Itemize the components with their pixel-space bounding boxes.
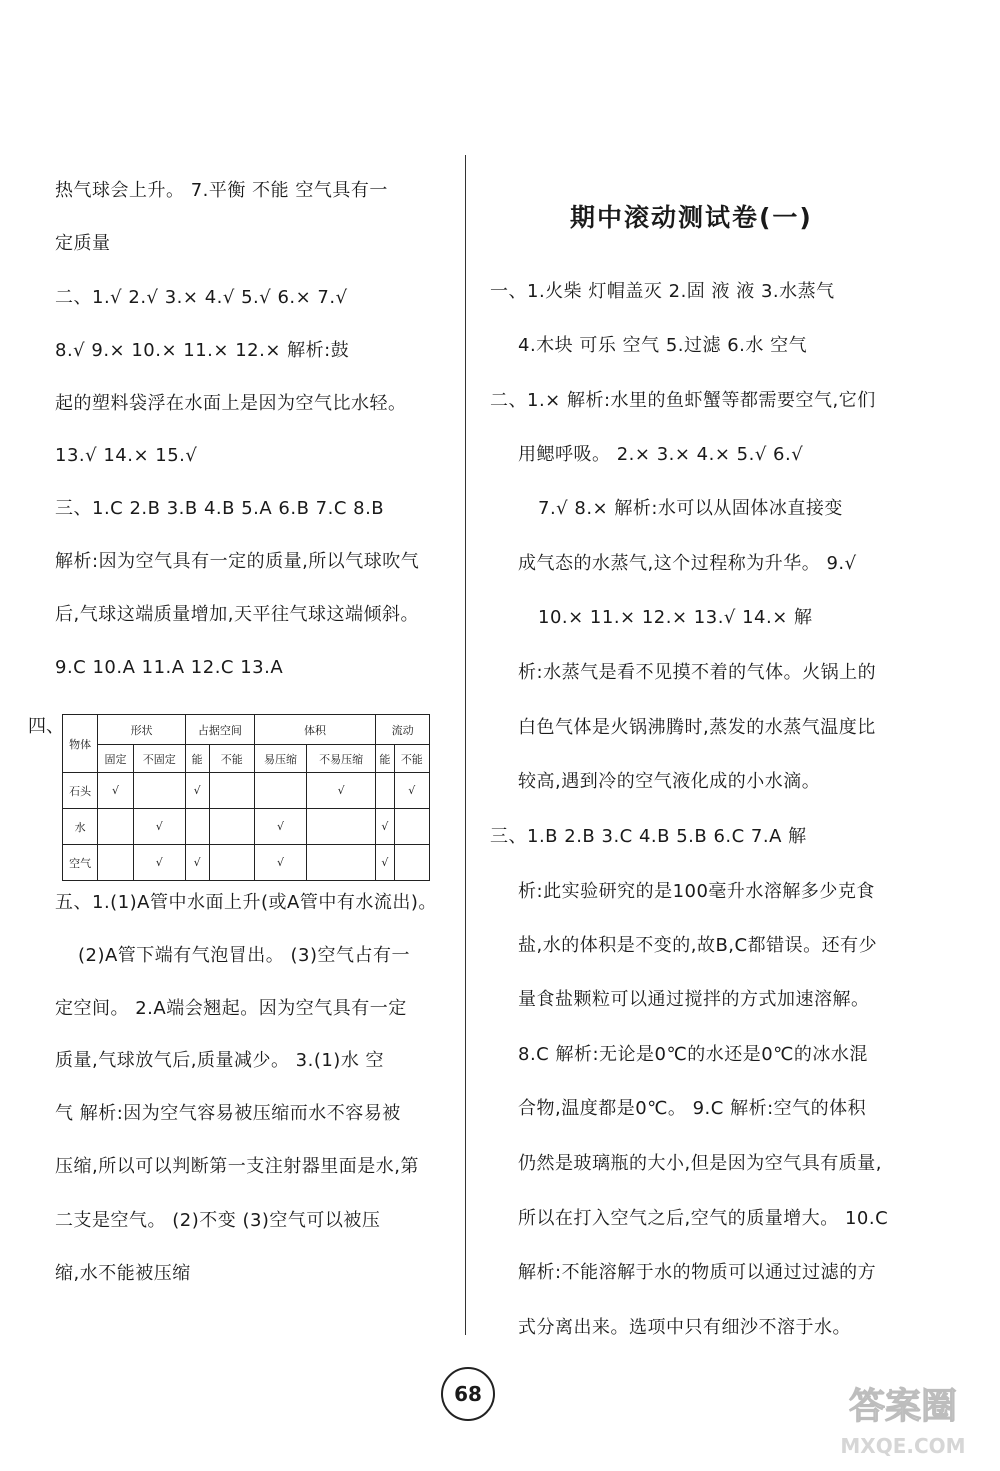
- table-subheader: 不能: [209, 745, 254, 773]
- table-cell: √: [376, 809, 394, 845]
- answer-line: 7.√ 8.× 解析:水可以从固体冰直接变: [538, 498, 843, 519]
- answer-line: 后,气球这端质量增加,天平往气球这端倾斜。: [55, 604, 419, 625]
- answer-line: 三、1.B 2.B 3.C 4.B 5.B 6.C 7.A 解: [490, 826, 807, 847]
- table-subheader: 不固定: [133, 745, 185, 773]
- table-subheader: 能: [376, 745, 394, 773]
- answer-line: 9.C 10.A 11.A 12.C 13.A: [55, 657, 284, 678]
- table-cell: [254, 773, 306, 809]
- table-cell: [394, 809, 429, 845]
- answer-line: 起的塑料袋浮在水面上是因为空气比水轻。: [55, 393, 407, 414]
- answer-line: 10.× 11.× 12.× 13.√ 14.× 解: [538, 607, 813, 628]
- table-cell: [307, 845, 376, 881]
- watermark-logo-text: 答案圈: [848, 1386, 958, 1427]
- answer-line: 析:水蒸气是看不见摸不着的气体。火锅上的: [518, 662, 877, 683]
- table-group-header: 流动: [376, 715, 430, 745]
- watermark-url: MXQE.COM: [840, 1434, 966, 1458]
- table-subheader: 能: [185, 745, 209, 773]
- table-cell: √: [133, 809, 185, 845]
- properties-table: [62, 714, 430, 881]
- answer-line: 析:此实验研究的是100毫升水溶解多少克食: [518, 881, 875, 902]
- table-cell: √: [185, 845, 209, 881]
- table-subheader: 易压缩: [254, 745, 306, 773]
- watermark-logo: [818, 1368, 988, 1463]
- table-cell: [376, 773, 394, 809]
- table-cell: [209, 773, 254, 809]
- table-cell: √: [98, 773, 133, 809]
- section-label-four: 四、: [28, 716, 64, 737]
- table-cell: √: [185, 773, 209, 809]
- answer-line: 成气态的水蒸气,这个过程称为升华。 9.√: [518, 553, 857, 574]
- table-group-header: 形状: [98, 715, 186, 745]
- answer-line: 二支是空气。 (2)不变 (3)空气可以被压: [55, 1210, 381, 1231]
- table-cell: [307, 809, 376, 845]
- table-cell: [394, 845, 429, 881]
- answer-line: 式分离出来。选项中只有细沙不溶于水。: [518, 1317, 851, 1338]
- answer-line: 二、1.√ 2.√ 3.× 4.√ 5.√ 6.× 7.√: [55, 287, 348, 308]
- table-cell: [98, 809, 133, 845]
- row-label: 石头: [63, 773, 98, 809]
- answer-line: 盐,水的体积是不变的,故B,C都错误。还有少: [518, 935, 878, 956]
- answer-line: 压缩,所以可以判断第一支注射器里面是水,第: [55, 1156, 419, 1177]
- answer-line: 质量,气球放气后,质量减少。 3.(1)水 空: [55, 1050, 385, 1071]
- answer-line: 三、1.C 2.B 3.B 4.B 5.A 6.B 7.C 8.B: [55, 498, 385, 519]
- table-cell: √: [254, 845, 306, 881]
- answer-line: 一、1.火柴 灯帽盖灭 2.固 液 液 3.水蒸气: [490, 281, 835, 302]
- answer-line: 定质量: [55, 233, 111, 254]
- table-subheader: 不能: [394, 745, 429, 773]
- table-cell: [209, 845, 254, 881]
- answer-line: 用鳃呼吸。 2.× 3.× 4.× 5.√ 6.√: [518, 444, 804, 465]
- table-row: [63, 773, 430, 809]
- answer-line: 合物,温度都是0℃。 9.C 解析:空气的体积: [518, 1098, 867, 1119]
- answer-line: (2)A管下端有气泡冒出。 (3)空气占有一: [78, 945, 411, 966]
- answer-line: 解析:因为空气具有一定的质量,所以气球吹气: [55, 551, 420, 572]
- table-group-header: 占据空间: [185, 715, 254, 745]
- table-corner-cell: 物体: [63, 715, 98, 773]
- table-cell: [98, 845, 133, 881]
- answer-line: 所以在打入空气之后,空气的质量增大。 10.C: [518, 1208, 889, 1229]
- table-subheader: 不易压缩: [307, 745, 376, 773]
- answer-line: 气 解析:因为空气容易被压缩而水不容易被: [55, 1103, 401, 1124]
- table-row: [63, 845, 430, 881]
- answer-line: 缩,水不能被压缩: [55, 1263, 191, 1284]
- row-label: 水: [63, 809, 98, 845]
- section-title: 期中滚动测试卷(一): [570, 203, 813, 232]
- answer-line: 白色气体是火锅沸腾时,蒸发的水蒸气温度比: [518, 717, 876, 738]
- table-row: [63, 809, 430, 845]
- answer-line: 解析:不能溶解于水的物质可以通过过滤的方: [518, 1262, 877, 1283]
- table-cell: √: [133, 845, 185, 881]
- table-cell: √: [394, 773, 429, 809]
- table-cell: √: [307, 773, 376, 809]
- table-cell: [185, 809, 209, 845]
- table-group-header: 体积: [254, 715, 375, 745]
- answer-line: 较高,遇到冷的空气液化成的小水滴。: [518, 771, 821, 792]
- page-number: 68: [441, 1367, 495, 1421]
- answer-line: 8.√ 9.× 10.× 11.× 12.× 解析:鼓: [55, 340, 350, 361]
- column-divider: [465, 155, 466, 1335]
- answer-line: 4.木块 可乐 空气 5.过滤 6.水 空气: [518, 335, 808, 356]
- answer-line: 热气球会上升。 7.平衡 不能 空气具有一: [55, 180, 388, 201]
- answer-line: 仍然是玻璃瓶的大小,但是因为空气具有质量,: [518, 1153, 882, 1174]
- answer-line: 五、1.(1)A管中水面上升(或A管中有水流出)。: [55, 892, 437, 913]
- table-cell: √: [376, 845, 394, 881]
- table-cell: √: [254, 809, 306, 845]
- answer-line: 8.C 解析:无论是0℃的水还是0℃的冰水混: [518, 1044, 868, 1065]
- table-subheader: 固定: [98, 745, 133, 773]
- answer-line: 定空间。 2.A端会翘起。因为空气具有一定: [55, 998, 407, 1019]
- table-cell: [209, 809, 254, 845]
- row-label: 空气: [63, 845, 98, 881]
- table-cell: [133, 773, 185, 809]
- answer-line: 二、1.× 解析:水里的鱼虾蟹等都需要空气,它们: [490, 390, 876, 411]
- answer-line: 13.√ 14.× 15.√: [55, 445, 198, 466]
- answer-line: 量食盐颗粒可以通过搅拌的方式加速溶解。: [518, 989, 870, 1010]
